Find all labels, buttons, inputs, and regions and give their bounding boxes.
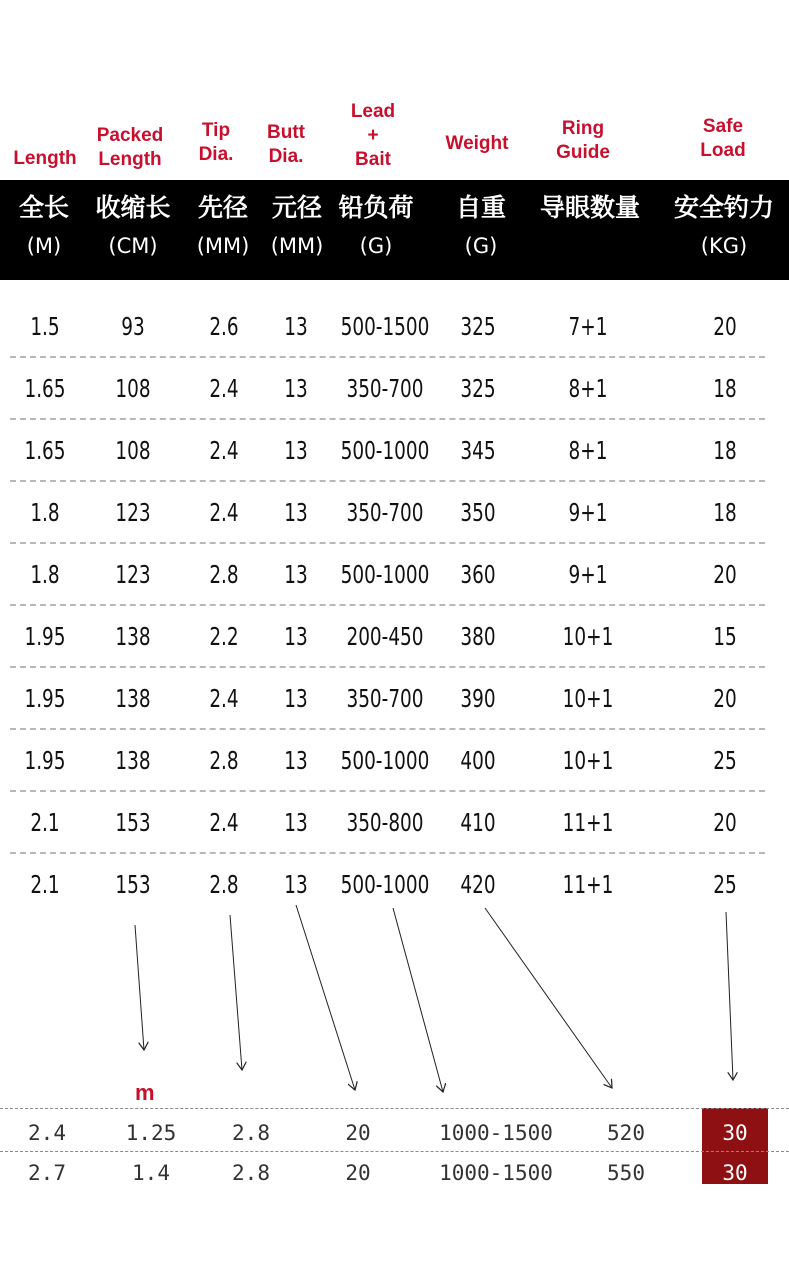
extra-row [0, 1154, 789, 1192]
cell-safe-load: 18 [713, 374, 737, 403]
cell-weight: 325 [460, 312, 496, 341]
cell-lead-bait: 500-1000 [340, 870, 430, 899]
cell-lead-bait: 1000-1500 [439, 1161, 553, 1185]
cell-length: 2.4 [28, 1121, 66, 1145]
cell-safe-load: 30 [722, 1121, 748, 1145]
cell-safe-load: 20 [713, 560, 737, 589]
cell-ring-guide: 9+1 [568, 498, 608, 527]
cell-lead-bait: 350-700 [346, 684, 424, 713]
cell-packed-length: 93 [121, 312, 145, 341]
header-cn: 元径 [271, 193, 322, 222]
header-cn: 全长 [18, 193, 69, 222]
cell-length: 2.7 [28, 1161, 66, 1185]
cell-tip-dia: 2.8 [209, 746, 239, 775]
cell-butt-dia: 13 [284, 560, 308, 589]
cell-tip-dia: 2.6 [209, 312, 239, 341]
cell-length: 1.95 [24, 684, 66, 713]
header-unit: (MM) [196, 234, 250, 258]
cell-weight: 325 [460, 374, 496, 403]
cell-butt-dia: 20 [345, 1121, 371, 1145]
cell-butt-dia: 13 [284, 870, 308, 899]
cell-tip-dia: 2.8 [209, 560, 239, 589]
header-unit: (CM) [108, 234, 158, 258]
cell-tip-dia: 2.4 [209, 808, 239, 837]
cell-ring-guide: 11+1 [562, 808, 614, 837]
cell-safe-load: 20 [713, 808, 737, 837]
cell-weight: 390 [460, 684, 496, 713]
cell-tip-dia: 2.4 [209, 498, 239, 527]
cell-packed-length: 153 [115, 808, 151, 837]
header-unit: (MM) [270, 234, 324, 258]
label-packed-length: Packed Length [96, 125, 164, 170]
arrow [230, 915, 242, 1070]
cell-weight: 400 [460, 746, 496, 775]
arrow [393, 908, 443, 1092]
cell-length: 1.95 [24, 746, 66, 775]
header-unit: (M) [26, 234, 62, 258]
cell-packed-length: 138 [115, 684, 151, 713]
cell-safe-load: 18 [713, 436, 737, 465]
cell-ring-guide: 10+1 [562, 684, 614, 713]
cell-ring-guide: 8+1 [568, 436, 608, 465]
label-safe-load: Safe Load [700, 116, 746, 161]
arrow [726, 912, 733, 1080]
cell-tip-dia: 2.4 [209, 374, 239, 403]
cell-ring-guide: 11+1 [562, 870, 614, 899]
cell-length: 1.8 [30, 498, 60, 527]
cell-butt-dia: 13 [284, 746, 308, 775]
cell-packed-length: 138 [115, 746, 151, 775]
cell-length: 1.65 [24, 436, 66, 465]
cell-tip-dia: 2.2 [209, 622, 239, 651]
cell-packed-length: 123 [115, 560, 151, 589]
cell-ring-guide: 8+1 [568, 374, 608, 403]
cell-butt-dia: 13 [284, 622, 308, 651]
cell-lead-bait: 200-450 [346, 622, 424, 651]
cell-tip-dia: 2.8 [209, 870, 239, 899]
cell-safe-load: 25 [713, 746, 737, 775]
cell-butt-dia: 13 [284, 808, 308, 837]
cell-length: 2.1 [30, 870, 60, 899]
header-cn: 先径 [197, 193, 248, 222]
cell-weight: 360 [460, 560, 496, 589]
label-butt-dia: Butt Dia. [267, 122, 305, 167]
cell-safe-load: 18 [713, 498, 737, 527]
cell-butt-dia: 13 [284, 684, 308, 713]
unit-note: m [135, 1080, 155, 1105]
header-cn: 自重 [455, 193, 506, 222]
label-weight: Weight [445, 133, 509, 154]
label-tip-dia: Tip Dia. [198, 120, 234, 165]
cell-safe-load: 20 [713, 684, 737, 713]
cell-weight: 420 [460, 870, 496, 899]
cell-lead-bait: 350-800 [346, 808, 424, 837]
cell-length: 1.65 [24, 374, 66, 403]
arrow [296, 905, 355, 1090]
header-cn: 安全钓力 [673, 193, 774, 222]
header-unit: (G) [464, 234, 498, 258]
cell-lead-bait: 500-1000 [340, 436, 430, 465]
bottom-divider [0, 1108, 789, 1109]
cell-packed-length: 108 [115, 436, 151, 465]
cell-length: 2.1 [30, 808, 60, 837]
cell-length: 1.8 [30, 560, 60, 589]
arrow [485, 908, 612, 1088]
header-cn: 导眼数量 [539, 193, 640, 222]
cell-lead-bait: 500-1500 [340, 312, 430, 341]
cell-safe-load: 20 [713, 312, 737, 341]
cell-packed-length: 138 [115, 622, 151, 651]
cell-butt-dia: 13 [284, 312, 308, 341]
cell-weight: 550 [607, 1161, 645, 1185]
extra-row [0, 1114, 789, 1152]
cell-packed-length: 123 [115, 498, 151, 527]
label-ring-guide: Ring Guide [556, 118, 610, 163]
cell-length: 1.5 [30, 312, 60, 341]
cell-ring-guide: 10+1 [562, 622, 614, 651]
cell-butt-dia: 20 [345, 1161, 371, 1185]
cell-lead-bait: 350-700 [346, 498, 424, 527]
cell-tip-dia: 2.4 [209, 684, 239, 713]
cell-ring-guide: 9+1 [568, 560, 608, 589]
cell-safe-load: 15 [713, 622, 737, 651]
cell-ring-guide: 7+1 [568, 312, 608, 341]
cell-weight: 410 [460, 808, 496, 837]
cell-weight: 520 [607, 1121, 645, 1145]
cell-safe-load: 25 [713, 870, 737, 899]
cell-packed-length: 1.4 [132, 1161, 170, 1185]
label-length: Length [13, 148, 77, 169]
cell-lead-bait: 500-1000 [340, 746, 430, 775]
cell-packed-length: 153 [115, 870, 151, 899]
cell-butt-dia: 13 [284, 498, 308, 527]
cell-safe-load: 30 [722, 1161, 748, 1185]
cell-lead-bait: 1000-1500 [439, 1121, 553, 1145]
header-cn: 收缩长 [95, 193, 171, 222]
cell-lead-bait: 500-1000 [340, 560, 430, 589]
label-lead-bait: Lead + Bait [350, 101, 396, 170]
cell-lead-bait: 350-700 [346, 374, 424, 403]
cell-packed-length: 1.25 [125, 1121, 177, 1145]
cell-ring-guide: 10+1 [562, 746, 614, 775]
header-unit: (G) [359, 234, 393, 258]
header-unit: (KG) [700, 234, 748, 258]
cell-weight: 350 [460, 498, 496, 527]
cell-weight: 345 [460, 436, 496, 465]
cell-tip-dia: 2.8 [232, 1121, 270, 1145]
cell-butt-dia: 13 [284, 436, 308, 465]
cell-tip-dia: 2.8 [232, 1161, 270, 1185]
cell-butt-dia: 13 [284, 374, 308, 403]
header-cn: 铅负荷 [338, 193, 414, 222]
arrow [135, 925, 144, 1050]
cell-tip-dia: 2.4 [209, 436, 239, 465]
cell-length: 1.95 [24, 622, 66, 651]
cell-weight: 380 [460, 622, 496, 651]
cell-packed-length: 108 [115, 374, 151, 403]
